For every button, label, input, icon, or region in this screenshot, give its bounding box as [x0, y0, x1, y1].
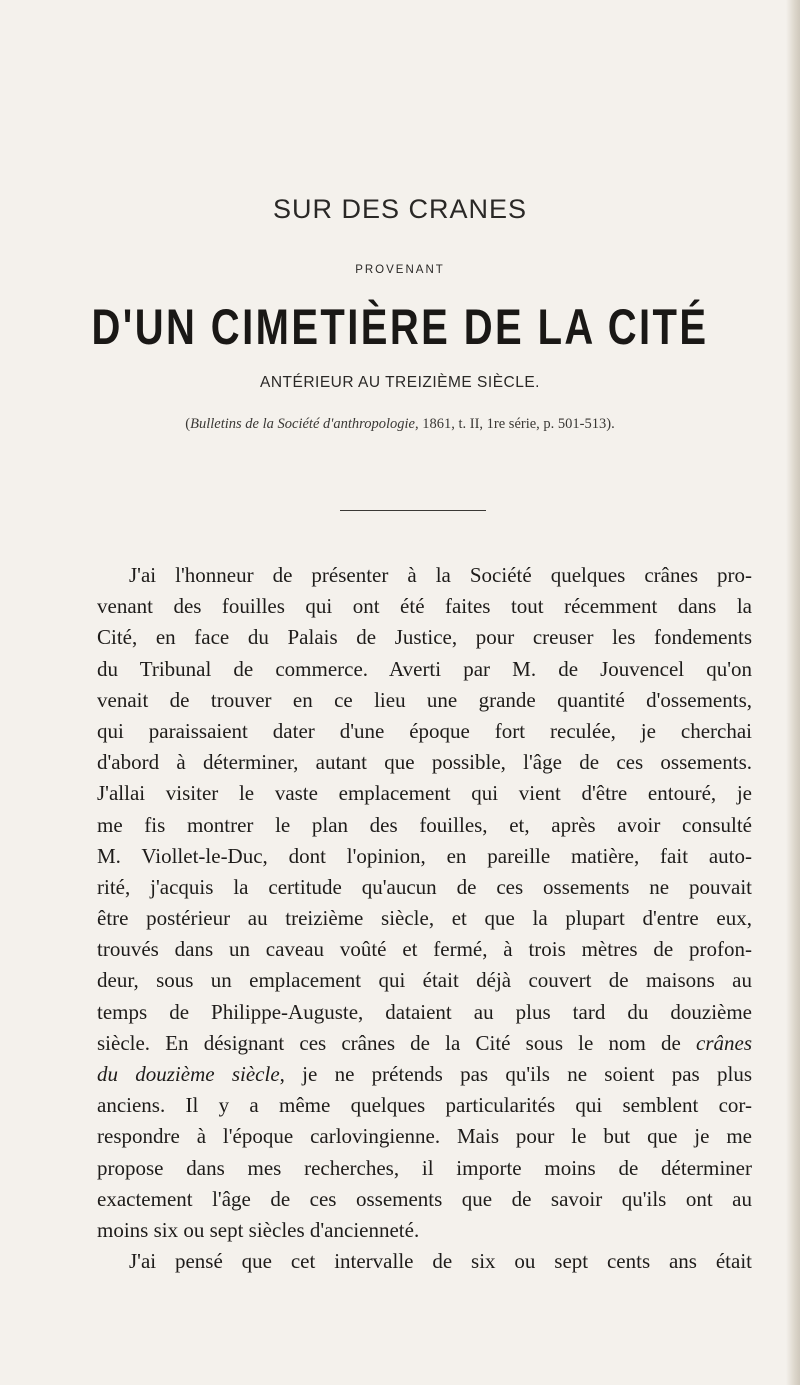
title-line-2: PROVENANT: [355, 264, 445, 276]
body-line-with-italic: [97, 1028, 752, 1059]
italic-phrase: du douzième siècle: [97, 1062, 280, 1086]
body-paragraphs: [97, 560, 752, 1277]
body-line: venait de trouver en ce lieu une grande quantité d'ossements,: [97, 687, 752, 712]
body-line: trouvés dans un caveau voûté et fermé, à trois mètres de profon-: [97, 937, 752, 962]
body-line: moins six ou sept siècles d'ancienneté.: [97, 1217, 420, 1242]
body-line: du Tribunal de commerce. Averti par M. de Jouvencel qu'on: [97, 656, 752, 681]
body-line: temps de Philippe-Auguste, dataient au plus tard du douzième: [97, 999, 752, 1024]
italic-term: crânes: [696, 1030, 752, 1055]
body-line: J'ai pensé que cet intervalle de six ou sept cents ans était: [129, 1249, 752, 1274]
citation-rest: , 1861, t. II, 1re série, p. 501-513).: [414, 416, 615, 432]
title-line-4: ANTÉRIEUR AU TREIZIÈME SIÈCLE.: [260, 374, 540, 391]
body-line: qui paraissaient dater d'une époque fort reculée, je cherchai: [97, 718, 752, 743]
body-line: anciens. Il y a même quelques particularités qui semblent cor-: [97, 1093, 752, 1118]
body-line-part: siècle. En désignant ces crânes de la Cité sous le nom de: [97, 1030, 681, 1055]
citation-journal: Bulletins de la Société d'anthropologie: [190, 416, 415, 432]
title-line-1: SUR DES CRANES: [272, 194, 528, 224]
body-line: J'allai visiter le vaste emplacement qui vient d'être entouré, je: [97, 781, 752, 806]
citation-open: (: [185, 416, 191, 432]
title-line-3: D'UN CIMETIÈRE DE LA CITÉ: [91, 299, 709, 355]
body-line: être postérieur au treizième siècle, et que la plupart d'entre eux,: [97, 906, 752, 931]
body-line: propose dans mes recherches, il importe moins de déterminer: [97, 1155, 752, 1180]
body-line-part: , je ne prétends pas qu'ils ne soient pas plus: [279, 1062, 753, 1086]
body-line: venant des fouilles qui ont été faites tout récemment dans la: [97, 594, 752, 619]
body-line: M. Viollet-le-Duc, dont l'opinion, en pareille matière, fait auto-: [97, 843, 752, 868]
body-line-with-italic: [97, 1059, 752, 1090]
citation: [0, 416, 800, 433]
body-line: Cité, en face du Palais de Justice, pour creuser les fondements: [97, 625, 752, 650]
section-divider: [340, 510, 486, 511]
body-line: respondre à l'époque carlovingienne. Mais pour le but que je me: [97, 1124, 752, 1149]
body-line: rité, j'acquis la certitude qu'aucun de ces ossements ne pouvait: [97, 874, 752, 899]
body-line: me fis montrer le plan des fouilles, et, après avoir consulté: [97, 812, 752, 837]
body-line: exactement l'âge de ces ossements que de savoir qu'ils ont au: [97, 1186, 752, 1211]
body-line: d'abord à déterminer, autant que possible, l'âge de ces ossements.: [97, 750, 752, 775]
body-line: deur, sous un emplacement qui était déjà couvert de maisons au: [97, 968, 752, 993]
body-line: J'ai l'honneur de présenter à la Société quelques crânes pro-: [129, 563, 752, 587]
